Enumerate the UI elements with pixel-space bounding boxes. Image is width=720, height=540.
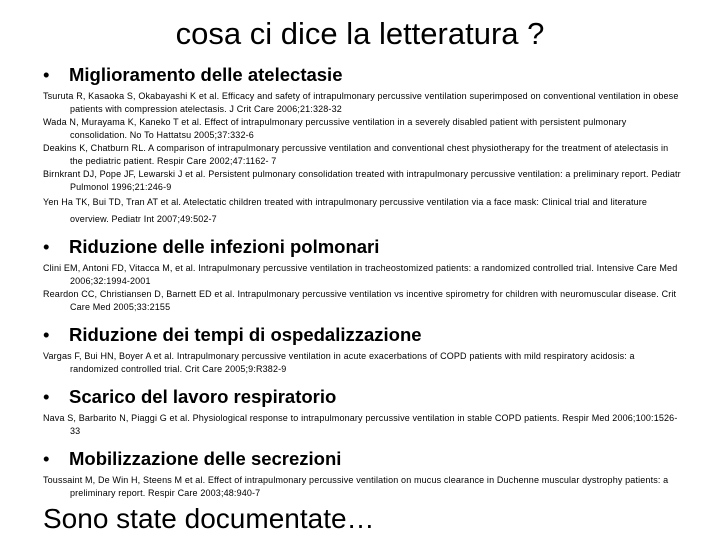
reference: Deakins K, Chatburn RL. A comparison of intrapulmonary percussive ventilation and conventional chest physiotherapy for the treatment of atelectasis in the pediatric patient. Respir Care 2002;47:1162- 7 [43,143,669,166]
section-heading-text: Riduzione delle infezioni polmonari [69,236,380,257]
reference: Nava S, Barbarito N, Piaggi G et al. Physiological response to intrapulmonary percussive ventilation in stable COPD patients. Respir Med 2006;100:1526-33 [43,413,678,436]
reference-list [43,350,683,376]
section-heading-text: Riduzione dei tempi di ospedalizzazione [69,324,422,345]
slide-content [43,64,683,500]
reference: Wada N, Murayama K, Kaneko T et al. Effect of intrapulmonary percussive ventilation in a severely disabled patient with persistent pulmonary consolidation. No To Hattatsu 2005;37:332-6 [43,117,627,140]
reference: Yen Ha TK, Bui TD, Tran AT et al. Atelectatic children treated with intrapulmonary percussive ventilation via a face mask: Clinical trial and literature overview. Pediatr Int 2007;49:502-7 [43,197,648,224]
section-breathing-work [43,386,683,438]
reference: Tsuruta R, Kasaoka S, Okabayashi K et al. Efficacy and safety of intrapulmonary percussive ventilation superimposed on conventional ventilation in obese patients with compression atelectasis. J Crit Care 2006;21:328-32 [43,91,679,114]
reference: Reardon CC, Christiansen D, Barnett ED et al. Intrapulmonary percussive ventilation vs incentive spirometry for children with neuromuscular disease. Crit Care Med 2005;33:2155 [43,289,677,312]
section-heading [43,386,683,408]
bullet-icon: • [43,64,50,85]
reference-list [43,90,683,228]
section-heading [43,448,683,470]
bullet-icon: • [43,448,50,469]
section-secretions [43,448,683,500]
section-heading-text: Miglioramento delle atelectasie [69,64,343,85]
reference: Vargas F, Bui HN, Boyer A et al. Intrapulmonary percussive ventilation in acute exacerbations of COPD patients with mild respiratory acidosis: a randomized controlled trial. Crit Care 2005;9:R382-9 [43,351,635,374]
section-infections [43,236,683,314]
section-heading-text: Scarico del lavoro respiratorio [69,386,337,407]
reference-list [43,412,683,438]
section-heading-text: Mobilizzazione delle secrezioni [69,448,342,469]
section-heading [43,64,683,86]
section-heading [43,324,683,346]
reference: Clini EM, Antoni FD, Vitacca M, et al. Intrapulmonary percussive ventilation in tracheostomized patients: a randomized controlled trial. Intensive Care Med 2006;32:1994-2001 [43,263,678,286]
section-hospitalization [43,324,683,376]
bullet-icon: • [43,324,50,345]
bullet-icon: • [43,386,50,407]
reference-list [43,474,683,500]
section-heading [43,236,683,258]
slide-title: cosa ci dice la letteratura ? [175,16,545,51]
bullet-icon: • [43,236,50,257]
slide-footer: Sono state documentate… [43,503,375,534]
reference-list [43,262,683,314]
section-atelectasis [43,64,683,228]
reference: Birnkrant DJ, Pope JF, Lewarski J et al. Persistent pulmonary consolidation treated with intrapulmonary percussive ventilation: a preliminary report. Pediatr Pulmonol 1996;21:246-9 [43,169,681,192]
reference: Toussaint M, De Win H, Steens M et al. Effect of intrapulmonary percussive ventilation on mucus clearance in Duchenne muscular dystrophy patients: a preliminary report. Respir Care 2003;48:940-7 [43,475,669,498]
